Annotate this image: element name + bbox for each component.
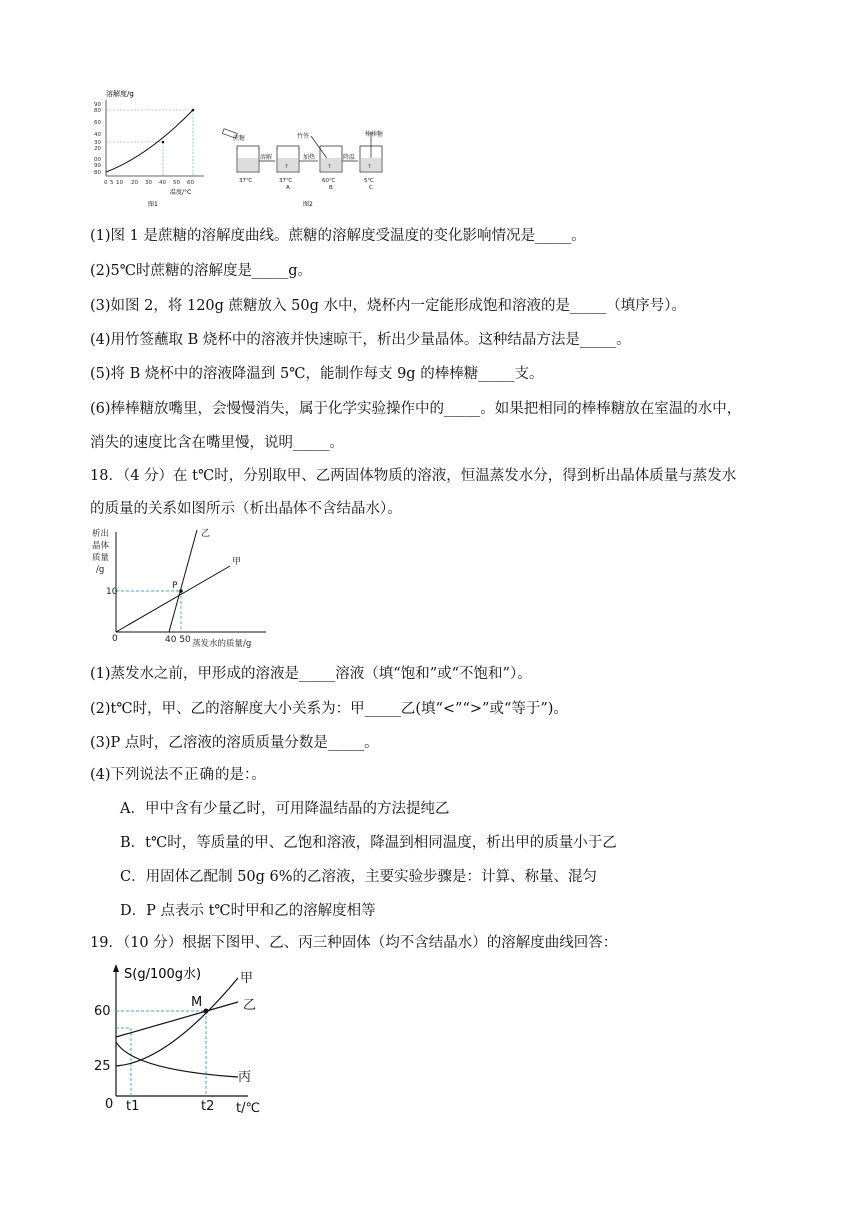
fig1-xtick: 30 — [145, 180, 152, 186]
q18-chart — [88, 524, 288, 654]
q19-point-m: M — [191, 995, 203, 1010]
fig1-xtick: 50 — [173, 180, 180, 186]
figure-1-solubility-chart — [88, 88, 208, 208]
q18-option-a: A．甲中含有少量乙时，可用降温结晶的方法提纯乙 — [120, 801, 450, 817]
fig2-lollipop-label: 棒棒糖 — [365, 131, 384, 138]
fig2-temp: 37℃ — [239, 178, 253, 184]
q18-stem-cont: 的质量的关系如图所示（析出晶体不含结晶水）。 — [90, 501, 402, 517]
fig1-xtick: 5 — [110, 180, 114, 186]
q17-sub-4: (4)用竹签蘸取 B 烧杯中的溶液并快速晾干，析出少量晶体。这种结晶方法是_____。 — [90, 332, 631, 348]
q18-option-b: B．t℃时，等质量的甲、乙饱和溶液，降温到相同温度，析出甲的质量小于乙 — [120, 835, 617, 851]
q17-sub-3: (3)如图 2，将 120g 蔗糖放入 50g 水中，烧杯内一定能形成饱和溶液的是_____（填序号）。 — [90, 298, 686, 314]
q19-series-bing: 丙 — [238, 1070, 252, 1085]
q18-ylabel: 晶体 — [92, 541, 110, 551]
q18-stem: 18．（4 分）在 t℃时，分别取甲、乙两固体物质的溶液，恒温蒸发水分，得到析出晶体质量与蒸发水 — [90, 468, 737, 484]
fig2-stick-label: 竹签 — [297, 133, 310, 140]
q19-ylabel: S(g/100g水) — [124, 967, 202, 982]
q17-sub-6-cont: 消失的速度比含在嘴里慢，说明_____。 — [90, 435, 344, 451]
q19-stem: 19．（10 分）根据下图甲、乙、丙三种固体（均不含结晶水）的溶解度曲线回答： — [90, 935, 618, 951]
q18-ylabel: 析出 — [92, 529, 110, 539]
fig1-ytick: 90 — [94, 102, 101, 108]
q18-ylabel: 质量 — [92, 553, 110, 563]
fig1-ytick: 20 — [94, 146, 101, 152]
q19-xlabel: t/℃ — [236, 1101, 261, 1116]
fig1-xtick: 10 — [116, 180, 123, 186]
q18-sub-4-prefix: (4)下列说法 — [90, 767, 169, 783]
fig1-ytick: 60 — [94, 120, 101, 126]
fig1-ytick: 30 — [94, 140, 101, 146]
q18-ylabel: /g — [96, 565, 105, 575]
q18-series-jia: 甲 — [232, 557, 242, 567]
q18-sub-4 — [90, 765, 266, 785]
fig1-xlabel: 温度/°C — [170, 189, 192, 196]
fig2-temp: 60℃ — [322, 178, 336, 184]
q18-option-d: D．P 点表示 t℃时甲和乙的溶解度相等 — [120, 903, 376, 919]
q17-sub-2: (2)5℃时蔗糖的溶解度是_____g。 — [90, 263, 313, 279]
svg-text:?: ? — [328, 164, 331, 170]
fig2-sugar-label: 蔗糖 — [233, 135, 246, 142]
q19-xtick-t2: t2 — [201, 1099, 215, 1114]
fig1-ytick: 80 — [94, 108, 101, 114]
fig2-letter: A — [286, 185, 290, 191]
q18-sub-2: (2)t℃时，甲、乙的溶解度大小关系为：甲_____乙(填“<”“>”或“等于”)。 — [90, 701, 568, 717]
fig1-xtick: 40 — [159, 180, 166, 186]
fig1-caption: 图1 — [148, 201, 158, 208]
fig2-step-dissolve: 溶解 — [260, 154, 273, 161]
figure-2-process-diagram — [215, 128, 395, 208]
q19-chart — [88, 962, 278, 1120]
svg-text:?: ? — [368, 164, 371, 170]
svg-text:?: ? — [285, 164, 288, 170]
q19-ytick-60: 60 — [94, 1004, 111, 1019]
q18-point-p: P — [172, 581, 178, 591]
q19-ytick-25: 25 — [94, 1059, 111, 1074]
q18-xticks: 40 50 — [165, 635, 191, 645]
fig1-ylabel: 溶解度/g — [106, 90, 134, 98]
q19-series-yi: 乙 — [243, 998, 257, 1013]
fig1-xtick: 0 — [104, 180, 108, 186]
fig1-xtick: 20 — [131, 180, 138, 186]
fig2-caption: 图2 — [303, 201, 313, 208]
fig1-ytick: 80 — [94, 170, 101, 176]
q18-sub-3: (3)P 点时，乙溶液的溶质质量分数是_____。 — [90, 735, 379, 751]
fig1-xtick: 60 — [187, 180, 194, 186]
q18-xlabel: 蒸发水的质量/g — [192, 639, 252, 649]
q18-ytick: 10 — [106, 587, 118, 597]
fig2-step-heat: 加热 — [303, 154, 316, 161]
fig1-ytick: 40 — [94, 132, 101, 138]
q17-sub-1: (1)图 1 是蔗糖的溶解度曲线。蔗糖的溶解度受温度的变化影响情况是_____。 — [90, 228, 586, 244]
q18-sub-1: (1)蒸发水之前，甲形成的溶液是_____溶液（填“饱和”或“不饱和”）。 — [90, 666, 532, 682]
fig1-ytick: 00 — [94, 157, 101, 163]
q19-xtick-t1: t1 — [126, 1099, 140, 1114]
fig2-letter: C — [369, 185, 373, 191]
q19-origin: 0 — [105, 1097, 114, 1112]
q18-series-yi: 乙 — [201, 529, 211, 539]
q19-series-jia: 甲 — [240, 971, 254, 986]
q17-sub-5: (5)将 B 烧杯中的溶液降温到 5℃，能制作每支 9g 的棒棒糖_____支。 — [90, 366, 544, 382]
fig2-temp: 5℃ — [364, 178, 374, 184]
q18-option-c: C．用固体乙配制 50g 6%的乙溶液，主要实验步骤是：计算、称量、混匀 — [120, 869, 598, 885]
fig2-step-cool: 降温 — [343, 154, 356, 161]
q18-sub-4-emphasis: 不正确 — [168, 767, 216, 783]
q18-sub-4-suffix: 的是：。 — [215, 767, 266, 783]
fig1-ytick: 90 — [94, 163, 101, 169]
q17-sub-6: (6)棒棒糖放嘴里，会慢慢消失，属于化学实验操作中的_____。如果把相同的棒棒糖放在室温的水中， — [90, 401, 742, 417]
q18-origin: 0 — [112, 634, 118, 644]
fig2-temp: 37℃ — [279, 178, 293, 184]
fig2-letter: B — [329, 185, 333, 191]
